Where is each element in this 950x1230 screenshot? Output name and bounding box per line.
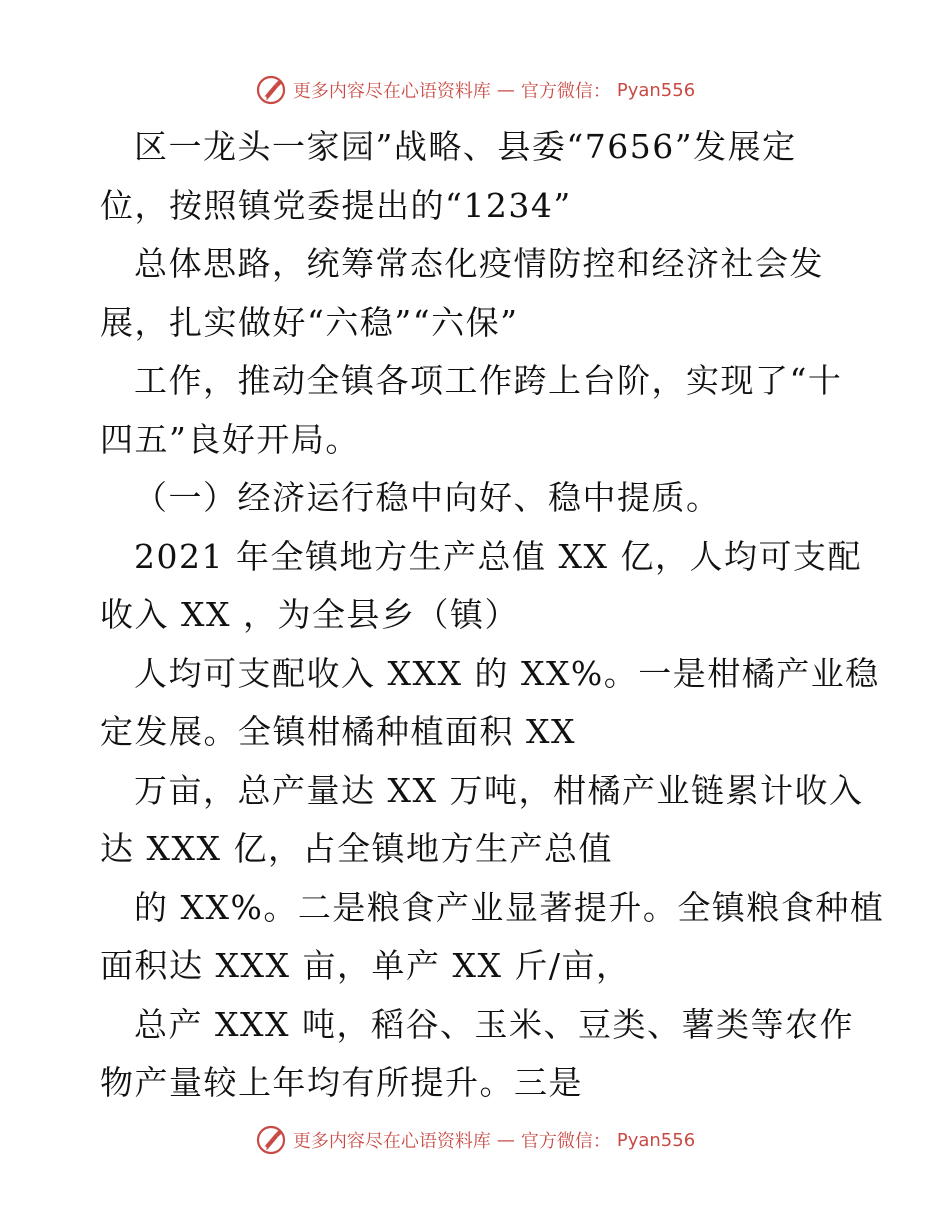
text-line: 收入 XX ，为全县乡（镇）: [100, 595, 519, 634]
header-watermark-banner: [0, 70, 950, 110]
text-line: （一）经济运行稳中向好、稳中提质。: [134, 478, 721, 517]
pen-logo-icon: [255, 1124, 287, 1156]
header-banner-wechat-id: Pyan556: [616, 79, 696, 101]
text-line: 定发展。全镇柑橘种植面积 XX: [100, 712, 576, 751]
footer-banner-content: [255, 1124, 695, 1156]
text-line: 的 XX%。二是粮食产业显著提升。全镇粮食种植: [134, 887, 885, 927]
text-line: 达 XXX 亿，占全镇地方生产总值: [100, 829, 613, 868]
header-banner-content: [255, 74, 695, 106]
text-line: 面积达 XXX 亩，单产 XX 斤/亩，: [100, 946, 631, 985]
text-line: 人均可支配收入 XXX 的 XX%。一是柑橘产业稳: [134, 653, 880, 693]
text-line: 位，按照镇党委提出的“1234”: [100, 185, 572, 225]
text-line: 总产 XXX 吨，稻谷、玉米、豆类、薯类等农作: [134, 1004, 854, 1044]
text-line: 物产量较上年均有所提升。三是: [100, 1063, 583, 1102]
footer-banner-wechat-id: Pyan556: [616, 1129, 696, 1151]
pen-logo-icon: [255, 74, 287, 106]
text-line: 总体思路，统筹常态化疫情防控和经济社会发: [134, 244, 824, 283]
header-banner-wechat-label: 官方微信：: [520, 81, 611, 102]
text-line: 2021 年全镇地方生产总值 XX 亿，人均可支配: [134, 536, 862, 576]
text-line: 工作，推动全镇各项工作跨上台阶，实现了“十: [134, 361, 843, 400]
text-line: 四五”良好开局。: [100, 419, 360, 459]
text-line: 区一龙头一家园”战略、县委“7656”发展定: [134, 127, 797, 166]
footer-banner-text: 更多内容尽在心语资料库: [292, 1131, 491, 1152]
footer-watermark-banner: [0, 1120, 950, 1160]
text-line: 展，扎实做好“六稳”“六保”: [100, 302, 519, 342]
text-line: 万亩，总产量达 XX 万吨，柑橘产业链累计收入: [134, 770, 864, 810]
header-banner-text: 更多内容尽在心语资料库: [292, 81, 491, 102]
footer-banner-separator: —: [496, 1129, 515, 1151]
footer-banner-wechat-label: 官方微信：: [520, 1131, 611, 1152]
header-banner-separator: —: [496, 79, 515, 101]
document-body: [100, 118, 885, 1113]
